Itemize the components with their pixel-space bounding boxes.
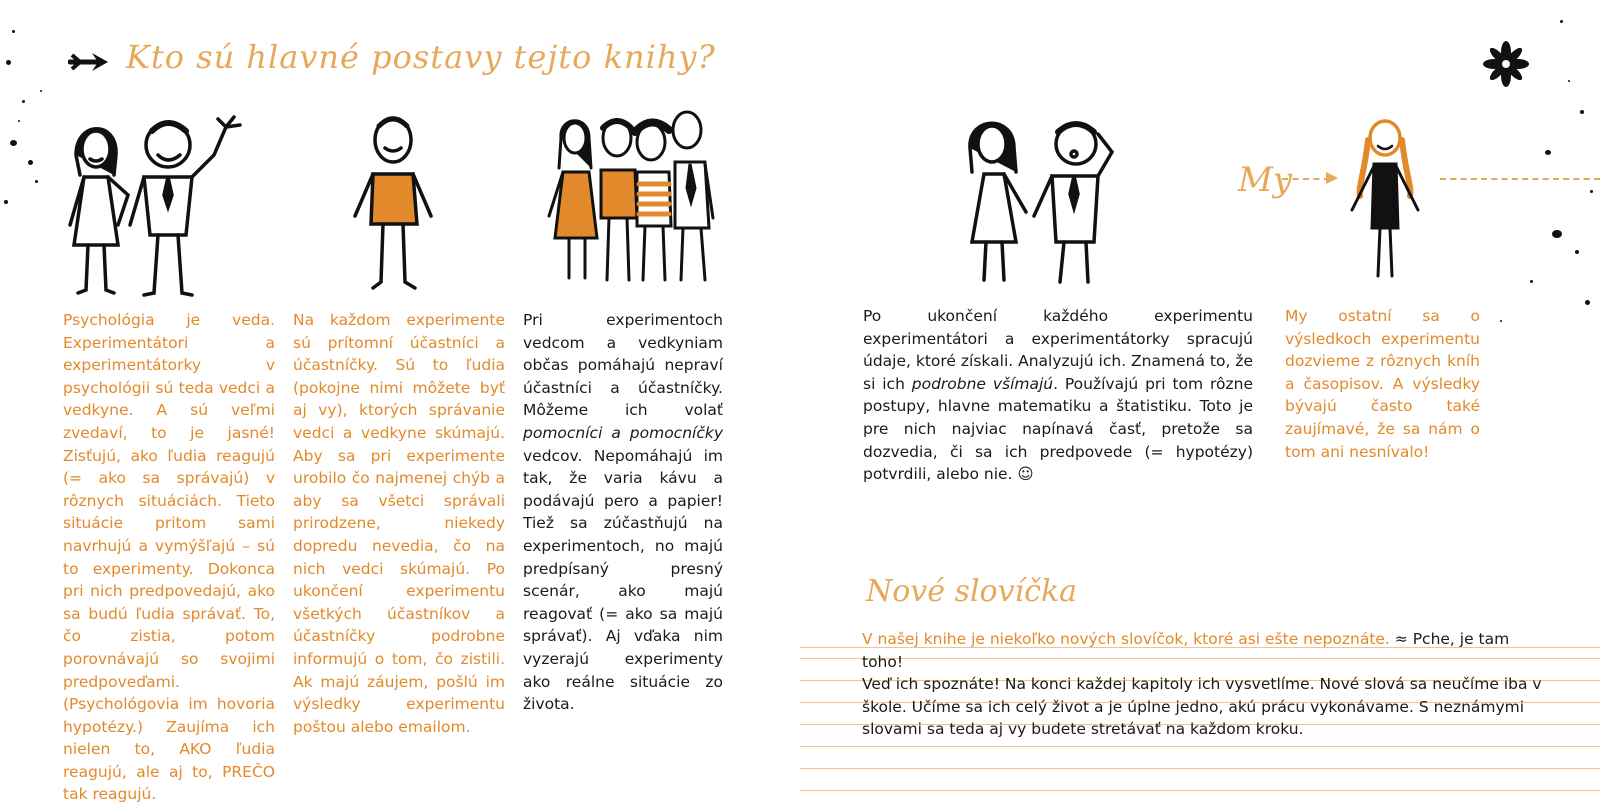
ruled-line: [800, 768, 1600, 769]
paragraph-psychology: Psychológia je veda. Experimentátori a experimentátorky v psychológii sú teda vedci a vedkyne. A sú veľmi zvedaví, to je jasné! Zisťujú, ako ľudia reagujú (= ako sa správajú) v rôznych situáciách. Tieto situácie pritom sami navrhujú a vymýšľajú – sú to experimenty. Dokonca pri nich predpovedajú, ako sa budú ľudia správať. To, čo zistia, potom porovnávajú so svojimi predpoveďami. (Psychológovia im hovoria hypotézy.) Zaujíma ich nielen to, AKO ľudia reagujú, ale aj to, PREČO tak reagujú.: [63, 311, 275, 804]
text-span: Po ukončení každého experimentu experimentátori a experimentátorky spracujú údaje, ktoré získali. Analyzujú ich. Znamená to, že si ich: [863, 307, 1253, 393]
text-column-2: [293, 309, 505, 738]
text-column-1: [63, 309, 275, 806]
paragraph-analysis: [863, 305, 1253, 486]
paragraph-results: My ostatní sa o výsledkoch experimentu dozvieme z rôznych kníh a časopisov. A výsledky bývajú často také zaujímavé, že sa nám o tom ani nesnívalo!: [1285, 307, 1480, 461]
my-label: My: [1238, 160, 1293, 200]
text-span: ≈ Pche, je tam toho!: [862, 630, 1510, 671]
text-column-5: [1285, 305, 1480, 463]
scientists-illustration: [58, 115, 248, 300]
scientists-thinking-illustration: [962, 112, 1122, 290]
page-heading: Kto sú hlavné postavy tejto knihy?: [126, 38, 716, 76]
arrow-head-icon: [1326, 172, 1338, 184]
text-column-3: [523, 309, 723, 716]
paragraph-participants: Na každom experimente sú prítomní účastníci a účastníčky. Sú to ľudia (pokojne nimi môžete byť aj vy), ktorých správanie vedci a vedkyne skúmajú. Aby sa pri experimente urobilo čo najmenej chýb a aby sa všetci správali prirodzene, niekedy dopredu nevedia, čo na nich vedci skúmajú. Po ukončení experimentu všetkých účastníkov a účastníčky podrobne informujú o tom, čo zistili. Ak majú záujem, pošlú im výsledky experimentu poštou alebo emailom.: [293, 311, 505, 736]
vocabulary-text: [862, 628, 1544, 741]
vocabulary-paragraph-1: [862, 628, 1544, 673]
dashed-arrow-line: [1282, 178, 1330, 180]
arrow-icon: [68, 50, 112, 74]
text-span: Pri experimentoch vedcom a vedkyniam občas pomáhajú nepraví účastníci a účastníčky. Môžeme ich volať: [523, 311, 723, 420]
text-span: V našej knihe je niekoľko nových slovíčok, ktoré asi ešte nepoznáte.: [862, 630, 1390, 648]
text-span: . Používajú pri tom rôzne postupy, hlavne matematiku a štatistiku. Toto je pre nich najviac napínavá časť, pretože sa dozvedia, či sa ich predpovede (= hypotézy) potvrdili, alebo nie. ☺: [863, 374, 1253, 484]
vocabulary-title: Nové slovíčka: [866, 574, 1078, 609]
group-illustration: [545, 108, 715, 290]
text-column-4: [863, 305, 1253, 486]
participant-illustration: [345, 112, 440, 297]
emphasis-text: podrobne všímajú: [911, 374, 1054, 393]
reader-girl-illustration: [1340, 116, 1430, 286]
vocabulary-paragraph-2: Veď ich spoznáte! Na konci každej kapitoly ich vysvetlíme. Nové slová sa neučíme iba v škole. Učíme sa ich celý život a je úplne jedno, akú prácu vykonávame. S neznámymi slovami sa teda aj vy budete stretávať na každom kroku.: [862, 675, 1542, 739]
emphasis-text: pomocníci a pomocníčky: [523, 423, 723, 442]
dashed-line-right: [1440, 178, 1600, 180]
ruled-line: [800, 746, 1600, 747]
ruled-line: [800, 790, 1600, 791]
paragraph-helpers: [523, 309, 723, 716]
text-span: vedcov. Nepomáhajú im tak, že varia kávu a podávajú pero a papier! Tiež sa zúčastňujú na experimentoch, no majú predpísaný presný scenár, ako majú reagovať (= ako sa majú správať). Aj vďaka nim vyzerajú experimenty ako reálne situácie zo života.: [523, 446, 723, 714]
flower-icon: [1482, 40, 1530, 88]
